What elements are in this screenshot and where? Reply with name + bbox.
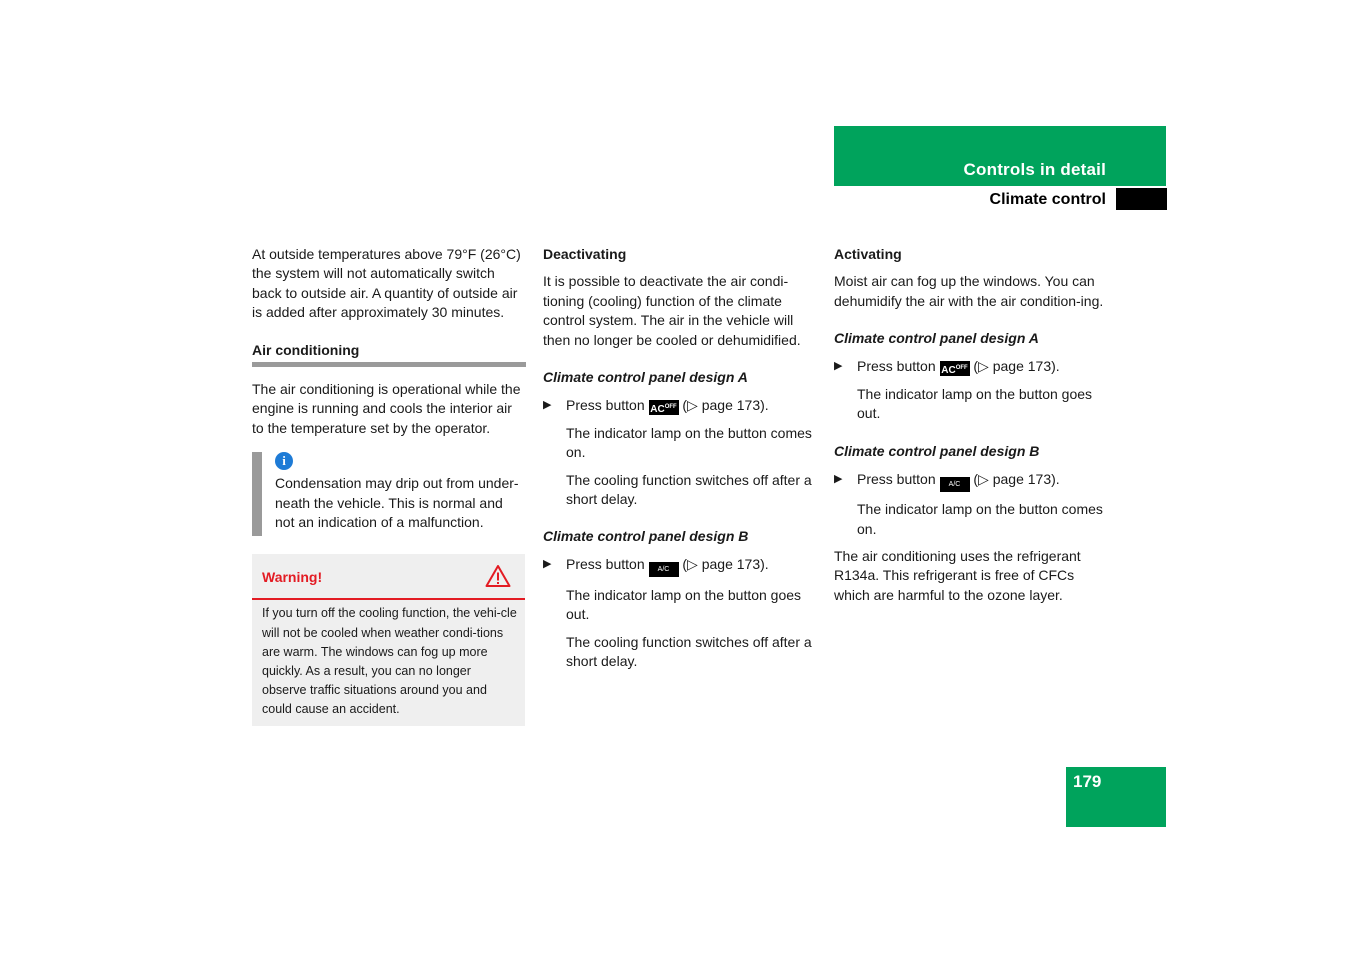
design-b-heading: Climate control panel design B: [834, 442, 1040, 459]
closing-paragraph: The air conditioning uses the refrigerant R134a. This refrigerant is free of CFCs which are harmful to the ozone layer.: [834, 548, 1081, 603]
intro-paragraph: At outside temperatures above 79°F (26°C) the system will not automatically switch back to outside air. A quantity of outside air is added after approximately 30 minutes.: [252, 246, 521, 321]
design-b-heading: Climate control panel design B: [543, 528, 749, 545]
deactivating-heading: Deactivating: [543, 246, 627, 262]
step-press-ac-off: [834, 357, 1108, 376]
page-number-box: [1066, 767, 1166, 827]
warning-triangle-icon: [485, 564, 511, 593]
result-text: The cooling function switches off after a short delay.: [566, 633, 812, 670]
page-number: 179: [1073, 772, 1102, 791]
step-press-ac-off: [543, 396, 817, 415]
bullet-arrow-icon: ▶: [834, 473, 843, 486]
ac-button-icon: A/C: [649, 562, 679, 577]
press-prefix: Press button: [857, 357, 936, 374]
info-bar: [252, 452, 262, 536]
bullet-arrow-icon: ▶: [834, 359, 843, 372]
bullet-arrow-icon: ▶: [543, 399, 552, 412]
result-text: The indicator lamp on the button comes on.: [857, 501, 1103, 537]
press-prefix: Press button: [566, 555, 645, 572]
column-1: [252, 245, 526, 726]
section-marker: [1116, 188, 1167, 210]
design-a-heading: Climate control panel design A: [834, 330, 1039, 347]
heading-rule: [252, 362, 526, 367]
press-prefix: Press button: [566, 397, 645, 414]
ac-off-button-icon: $AC^{OFF}$: [649, 400, 679, 415]
info-icon: i: [275, 452, 293, 470]
chapter-title: Controls in detail: [963, 160, 1106, 179]
info-text: Condensation may drip out from under-neath the vehicle. This is normal and not an indication of a malfunction.: [275, 475, 519, 531]
page-reference: (▷ page 173).: [973, 357, 1060, 374]
page-reference: (▷ page 173).: [682, 397, 769, 414]
result-text: The indicator lamp on the button comes on.: [566, 424, 812, 461]
deactivating-intro: It is possible to deactivate the air condi-tioning (cooling) function of the climate control system. The air in the vehicle will then no longer be cooled or dehumidified.: [543, 273, 801, 348]
warning-text: If you turn off the cooling function, the vehi-cle will not be cooled when weather condi-tions are warm. The windows can fog up more quickly. As a result, you can no longer observe traffic situations around you and could cause an accident.: [262, 606, 517, 717]
air-conditioning-text: The air conditioning is operational while the engine is running and cools the interior air to the temperature set by the operator.: [252, 381, 521, 436]
bullet-arrow-icon: ▶: [543, 557, 552, 570]
step-press-ac: [543, 555, 817, 577]
design-a-heading: Climate control panel design A: [543, 369, 748, 386]
info-note: [252, 452, 526, 532]
ac-button-icon: A/C: [940, 477, 970, 492]
activating-heading: Activating: [834, 246, 902, 262]
header-green-bar: [834, 126, 1166, 186]
column-2: [543, 245, 817, 672]
warning-header: [252, 554, 525, 600]
air-conditioning-heading: Air conditioning: [252, 341, 360, 358]
result-text: The indicator lamp on the button goes out.: [857, 386, 1093, 422]
column-3: [834, 245, 1108, 605]
warning-box: [252, 554, 525, 725]
result-text: The indicator lamp on the button goes out.: [566, 586, 802, 623]
result-text: The cooling function switches off after a short delay.: [566, 471, 812, 508]
activating-intro: Moist air can fog up the windows. You can dehumidify the air with the air condition-ing.: [834, 273, 1104, 309]
press-prefix: Press button: [857, 471, 936, 488]
page-reference: (▷ page 173).: [682, 555, 769, 572]
section-title: Climate control: [989, 191, 1106, 208]
step-press-ac: [834, 470, 1108, 492]
ac-off-button-icon: $AC^{OFF}$: [940, 361, 970, 376]
warning-label: Warning!: [262, 569, 323, 586]
page-reference: (▷ page 173).: [973, 471, 1060, 488]
